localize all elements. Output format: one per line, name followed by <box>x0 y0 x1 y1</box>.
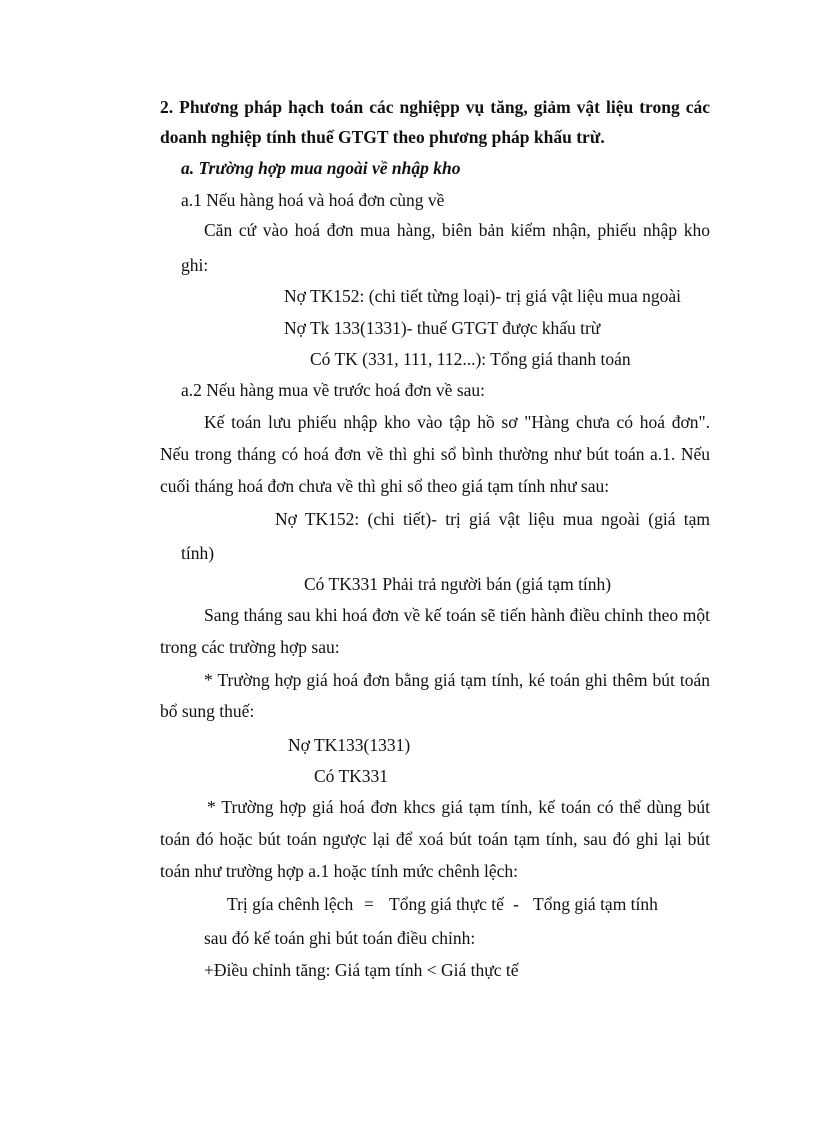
increase-adjustment-line: +Điều chỉnh tăng: Giá tạm tính < Giá thực tế <box>204 960 519 980</box>
a1-paragraph-line-2: ghi: <box>181 255 209 275</box>
formula-term-2: Tổng giá tạm tính <box>533 894 658 914</box>
a1-entry-credit: Có TK (331, 111, 112...): Tổng giá thanh toán <box>310 349 631 369</box>
a1-paragraph-line-1: Căn cứ vào hoá đơn mua hàng, biên bản kiểm nhận, phiếu nhập kho <box>204 220 710 240</box>
formula-lhs: Trị gía chênh lệch <box>227 894 354 914</box>
a2-paragraph-line-1: Kế toán lưu phiếu nhập kho vào tập hồ sơ "Hàng chưa có hoá đơn". <box>204 412 710 432</box>
case1-line-2: bổ sung thuế: <box>160 701 255 721</box>
case1-line-1: * Trường hợp giá hoá đơn bằng giá tạm tính, ké toán ghi thêm bút toán <box>204 670 710 690</box>
a2-entry-debit-line-1: Nợ TK152: (chi tiết)- trị giá vật liệu mua ngoài (giá tạm <box>275 509 710 529</box>
section-heading-line-1: 2. Phương pháp hạch toán các nghiệpp vụ tăng, giảm vật liệu trong các <box>160 97 710 117</box>
a2-entry-credit: Có TK331 Phải trả người bán (giá tạm tính) <box>304 574 612 594</box>
a1-title: a.1 Nếu hàng hoá và hoá đơn cùng về <box>181 190 445 210</box>
a2-paragraph-line-3: cuối tháng hoá đơn chưa về thì ghi sổ theo giá tạm tính như sau: <box>160 476 610 496</box>
adjust-paragraph-line-1: Sang tháng sau khi hoá đơn về kế toán sẽ tiến hành điều chỉnh theo một <box>204 605 710 625</box>
case1-entry-debit: Nợ TK133(1331) <box>288 735 411 755</box>
section-heading-line-2: doanh nghiệp tính thuế GTGT theo phương pháp khấu trừ. <box>160 127 605 147</box>
formula-minus: - <box>513 894 519 914</box>
case2-line-2: toán đó hoặc bút toán ngược lại để xoá bút toán tạm tính, sau đó ghi lại bút <box>160 829 710 849</box>
a2-title: a.2 Nếu hàng mua về trước hoá đơn về sau: <box>181 380 486 400</box>
formula-term-1: Tổng giá thực tế <box>389 894 504 914</box>
a2-entry-debit-line-2: tính) <box>181 543 215 563</box>
difference-formula <box>0 893 816 915</box>
adjust-paragraph-line-2: trong các trường hợp sau: <box>160 637 340 657</box>
a1-entry-debit-152: Nợ TK152: (chi tiết từng loại)- trị giá vật liệu mua ngoài <box>284 286 682 306</box>
after-formula-line: sau đó kế toán ghi bút toán điều chỉnh: <box>204 928 476 948</box>
a2-paragraph-line-2: Nếu trong tháng có hoá đơn về thì ghi sổ bình thường như bút toán a.1. Nếu <box>160 444 710 464</box>
case1-entry-credit: Có TK331 <box>314 766 389 786</box>
subheading-a: a. Trường hợp mua ngoài về nhập kho <box>181 158 461 178</box>
a1-entry-debit-133: Nợ Tk 133(1331)- thuế GTGT được khấu trừ <box>284 318 601 338</box>
case2-line-3: toán như trường hợp a.1 hoặc tính mức chênh lệch: <box>160 861 518 881</box>
formula-equals: = <box>364 894 374 914</box>
case2-line-1: * Trường hợp giá hoá đơn khcs giá tạm tính, kế toán có thể dùng bút <box>207 797 710 817</box>
